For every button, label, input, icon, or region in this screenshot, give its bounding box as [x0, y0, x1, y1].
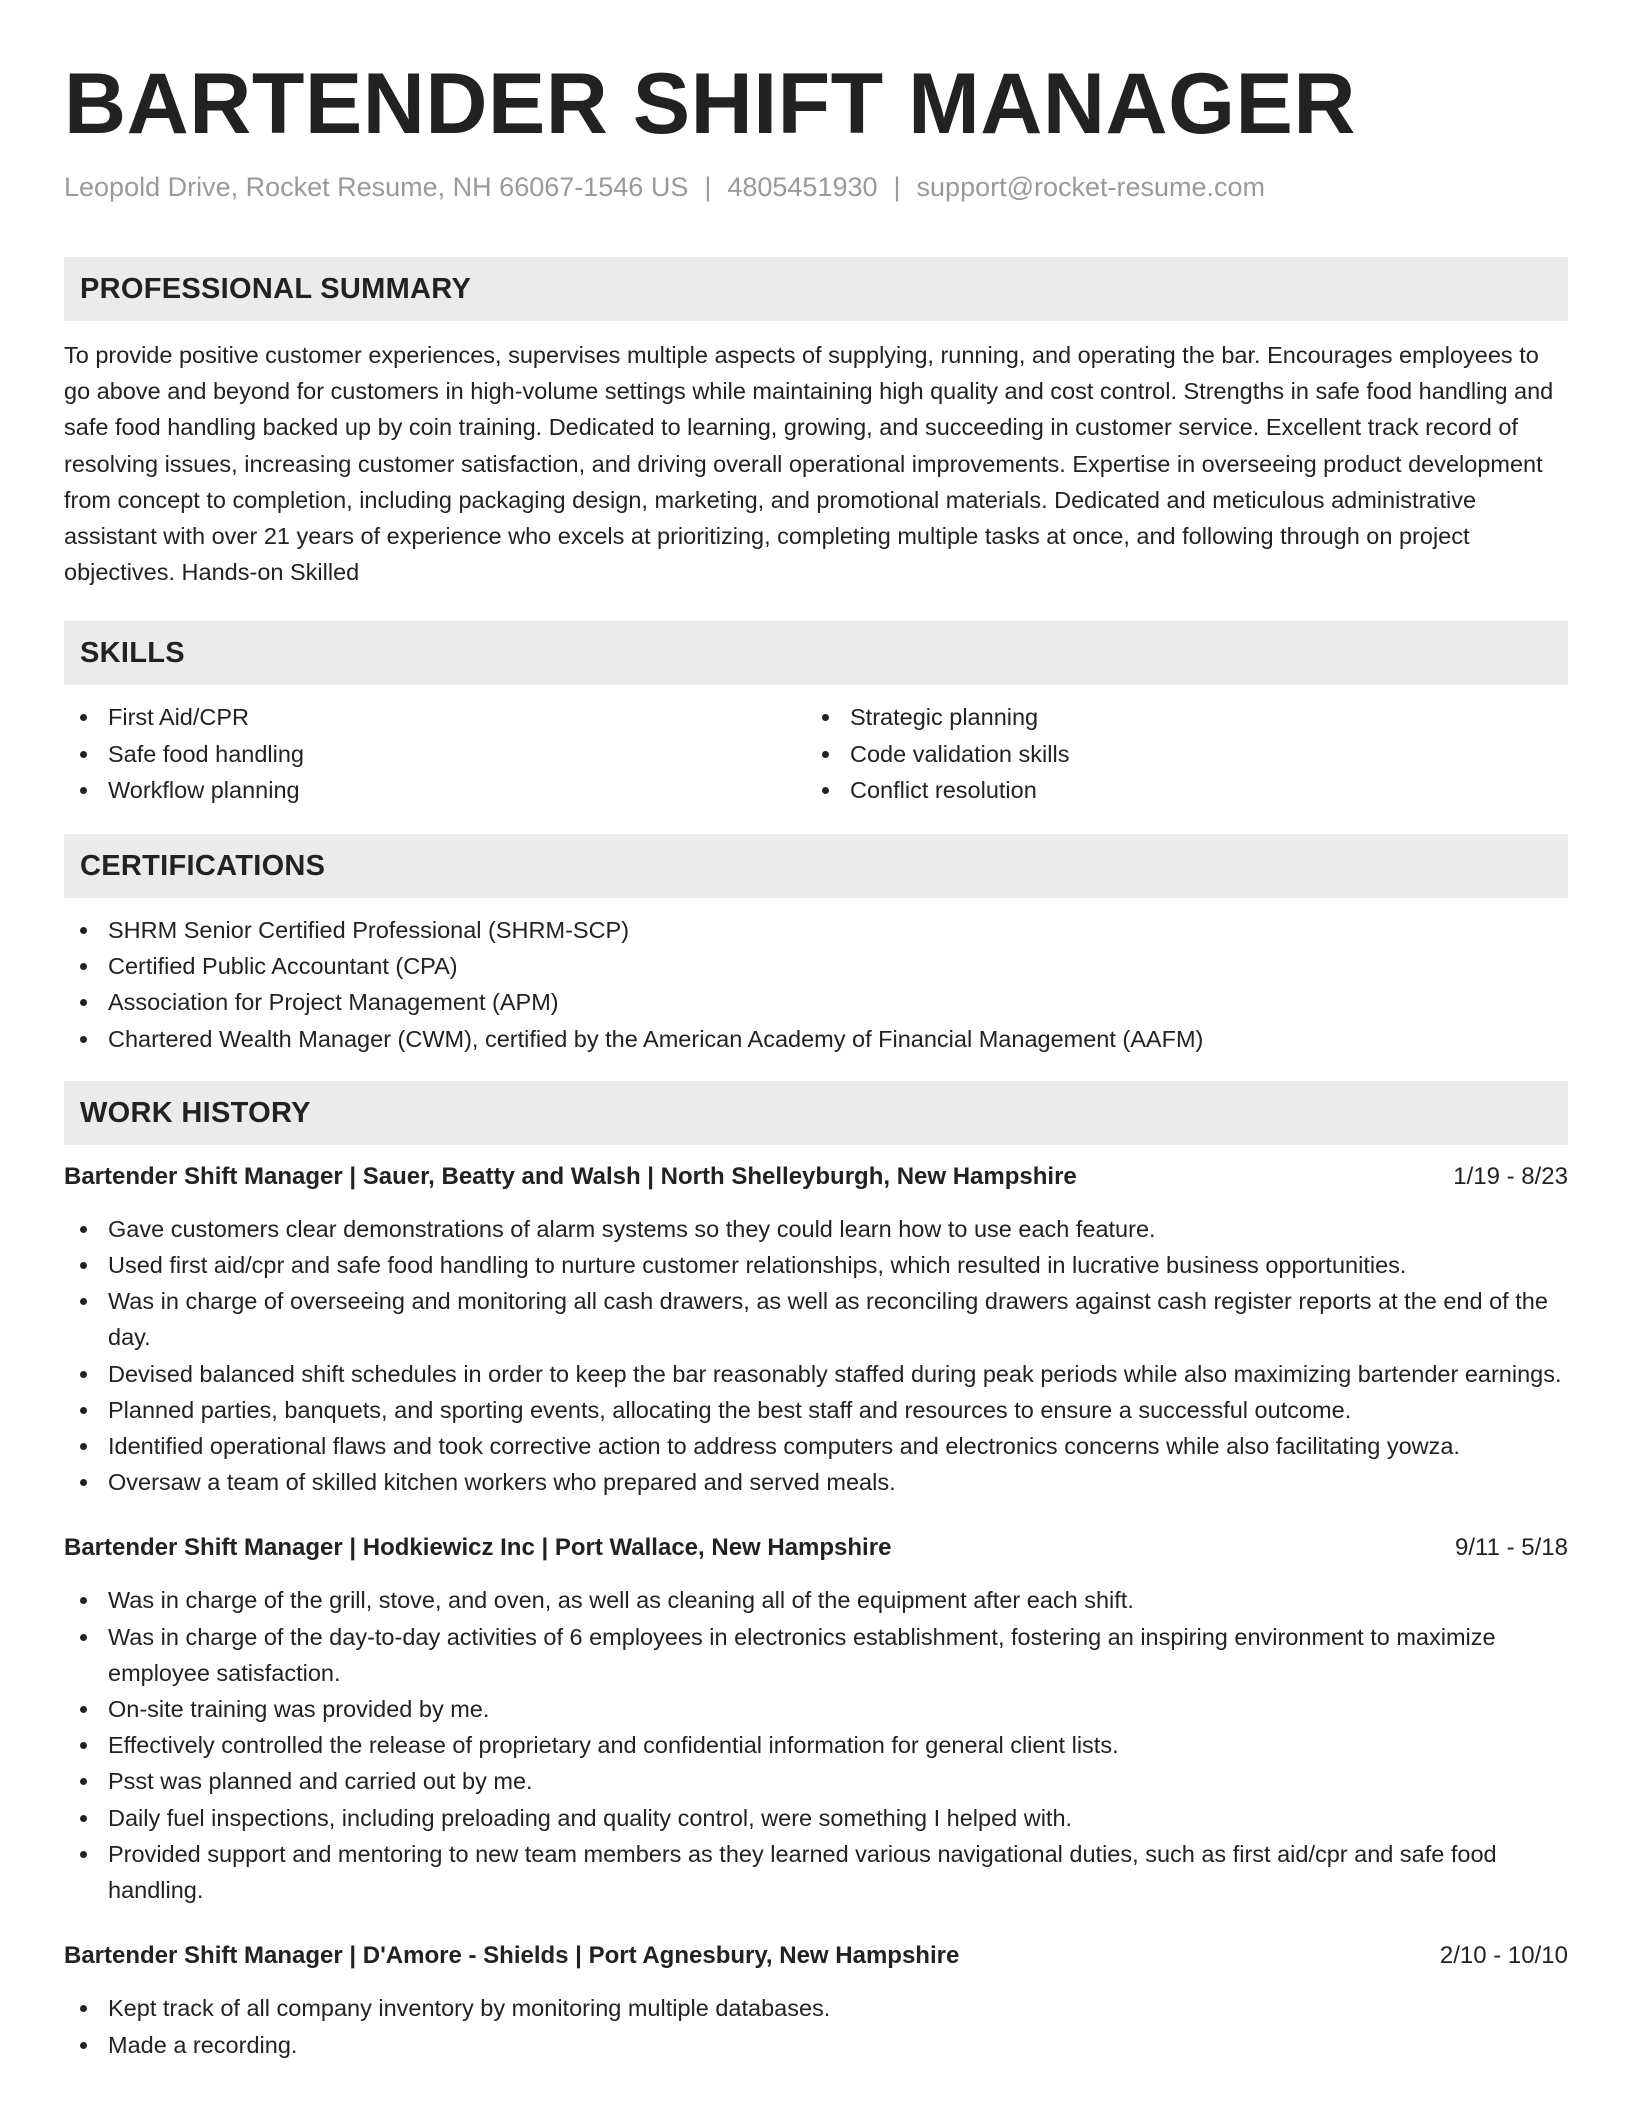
skill-item: Safe food handling [64, 736, 806, 772]
job-bullet: Made a recording. [64, 2027, 1568, 2063]
job-bullet: Psst was planned and carried out by me. [64, 1763, 1568, 1799]
job-title: Bartender Shift Manager | D'Amore - Shields | Port Agnesbury, New Hampshire [64, 1942, 960, 1970]
job-bullets [64, 1990, 1568, 2062]
job-entry [64, 1530, 1568, 1908]
contact-address: Leopold Drive, Rocket Resume, NH 66067-1546 US [64, 172, 689, 202]
job-bullet: Provided support and mentoring to new team members as they learned various navigational duties, such as first aid/cpr and safe food handling. [64, 1836, 1568, 1908]
skill-item: Code validation skills [806, 736, 1548, 772]
skill-item: Conflict resolution [806, 772, 1548, 808]
job-dates: 2/10 - 10/10 [1439, 1942, 1568, 1970]
job-bullet: Was in charge of the grill, stove, and oven, as well as cleaning all of the equipment after each shift. [64, 1582, 1568, 1618]
job-bullets [64, 1211, 1568, 1501]
skills-section-header: SKILLS [64, 621, 1568, 685]
contact-email[interactable]: support@rocket-resume.com [916, 172, 1266, 202]
certifications-section-header: CERTIFICATIONS [64, 834, 1568, 898]
job-title: Bartender Shift Manager | Hodkiewicz Inc | Port Wallace, New Hampshire [64, 1534, 892, 1562]
job-entry [64, 1159, 1568, 1501]
contact-line [64, 170, 1568, 204]
resume-name: BARTENDER SHIFT MANAGER [64, 56, 1356, 152]
skills-column-right [806, 699, 1548, 808]
certification-item: SHRM Senior Certified Professional (SHRM-SCP) [64, 912, 1568, 948]
job-bullet: Gave customers clear demonstrations of alarm systems so they could learn how to use each feature. [64, 1211, 1568, 1247]
summary-section-header: PROFESSIONAL SUMMARY [64, 257, 1568, 321]
contact-separator: | [704, 172, 712, 202]
job-entry [64, 1938, 1568, 2062]
skill-item: Workflow planning [64, 772, 806, 808]
resume-page [64, 0, 1568, 2063]
summary-text: To provide positive customer experiences, supervises multiple aspects of supplying, running, and operating the bar. Encourages employees to go above and beyond for customers in high-volume settings while maintaining high quality and cost control. Strengths in safe food handling and safe food handling backed up by coin training. Dedicated to learning, growing, and succeeding in customer service. Excellent track record of resolving issues, increasing customer satisfaction, and driving overall operational improvements. Expertise in overseeing product development from concept to completion, including packaging design, marketing, and promotional materials. Dedicated and meticulous administrative assistant with over 21 years of experience who excels at prioritizing, completing multiple tasks at once, and following through on project objectives. Hands-on Skilled [64, 342, 1554, 586]
job-bullet: Was in charge of overseeing and monitoring all cash drawers, as well as reconciling drawers against cash register reports at the end of the day. [64, 1283, 1568, 1355]
job-dates: 1/19 - 8/23 [1453, 1162, 1568, 1190]
certifications-list [64, 912, 1568, 1057]
job-bullet: On-site training was provided by me. [64, 1691, 1568, 1727]
job-dates: 9/11 - 5/18 [1455, 1534, 1568, 1562]
contact-phone: 4805451930 [727, 172, 878, 202]
job-bullets [64, 1582, 1568, 1908]
contact-separator: | [893, 172, 901, 202]
job-header [64, 1938, 1568, 1974]
job-bullet: Identified operational flaws and took corrective action to address computers and electronics concerns while also facilitating yowza. [64, 1428, 1568, 1464]
job-bullet: Was in charge of the day-to-day activities of 6 employees in electronics establishment, fostering an inspiring environment to maximize employee satisfaction. [64, 1619, 1568, 1691]
work-history-section-header: WORK HISTORY [64, 1081, 1568, 1145]
certification-item: Certified Public Accountant (CPA) [64, 948, 1568, 984]
certification-item: Association for Project Management (APM) [64, 984, 1568, 1020]
job-title: Bartender Shift Manager | Sauer, Beatty and Walsh | North Shelleyburgh, New Hampshire [64, 1162, 1077, 1190]
job-bullet: Planned parties, banquets, and sporting events, allocating the best staff and resources to ensure a successful outcome. [64, 1392, 1568, 1428]
skill-item: Strategic planning [806, 699, 1548, 735]
certification-item: Chartered Wealth Manager (CWM), certified by the American Academy of Financial Management (AAFM) [64, 1021, 1568, 1057]
skills-list [64, 699, 1568, 808]
job-bullet: Devised balanced shift schedules in order to keep the bar reasonably staffed during peak periods while also maximizing bartender earnings. [64, 1356, 1568, 1392]
job-bullet: Daily fuel inspections, including preloading and quality control, were something I helped with. [64, 1800, 1568, 1836]
skills-column-left [64, 699, 806, 808]
job-bullet: Effectively controlled the release of proprietary and confidential information for general client lists. [64, 1727, 1568, 1763]
job-header [64, 1159, 1568, 1195]
job-bullet: Kept track of all company inventory by monitoring multiple databases. [64, 1990, 1568, 2026]
job-bullet: Oversaw a team of skilled kitchen workers who prepared and served meals. [64, 1464, 1568, 1500]
job-bullet: Used first aid/cpr and safe food handling to nurture customer relationships, which resulted in lucrative business opportunities. [64, 1247, 1568, 1283]
job-header [64, 1530, 1568, 1566]
skill-item: First Aid/CPR [64, 699, 806, 735]
